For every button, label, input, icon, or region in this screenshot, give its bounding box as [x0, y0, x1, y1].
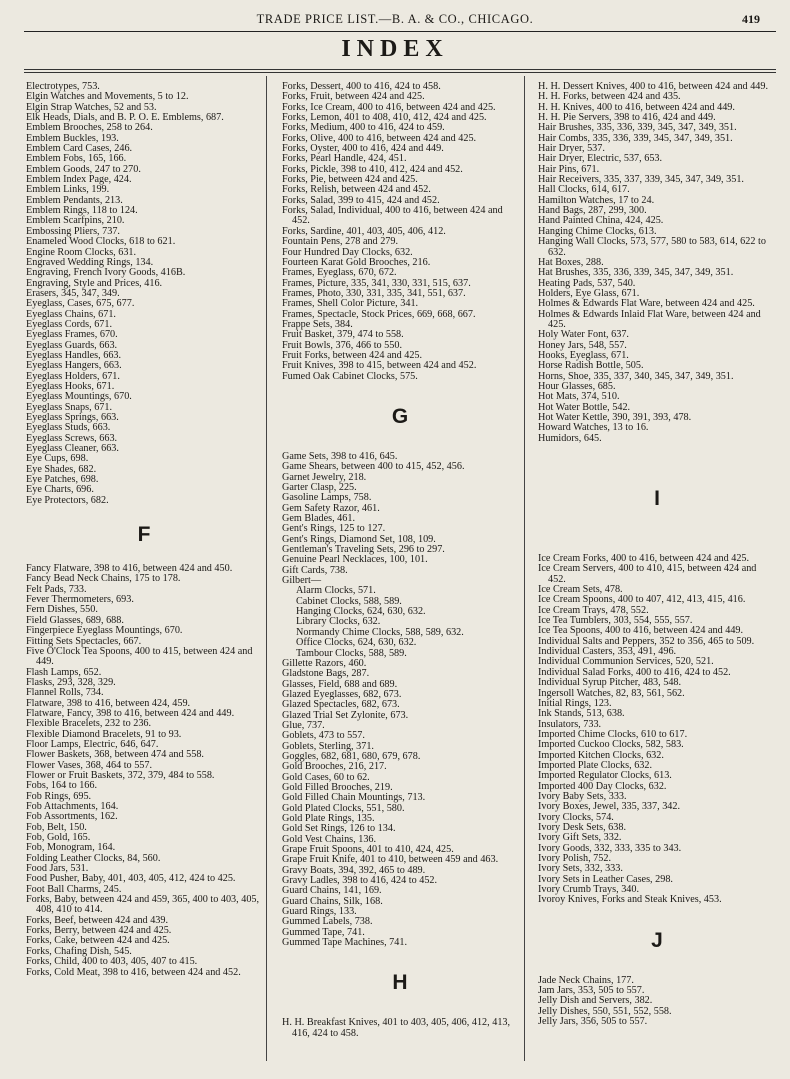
- index-entry: Gentleman's Traveling Sets, 296 to 297.: [282, 544, 445, 556]
- section-letter: J: [651, 928, 663, 952]
- section-letter: G: [391, 404, 409, 428]
- index-entry: Horse Radish Bottle, 505.: [538, 360, 644, 372]
- index-entry: Field Glasses, 689, 688.: [26, 614, 124, 626]
- index-entry: Hot Water Kettle, 390, 391, 393, 478.: [538, 412, 692, 423]
- running-head: [0, 12, 790, 28]
- index-entry: Garter Clasp, 225.: [282, 482, 357, 493]
- index-entry: Forks, Lemon, 401 to 408, 410, 412, 424 and 425.: [282, 112, 487, 124]
- index-entry: Imported 400 Day Clocks, 632.: [538, 780, 667, 792]
- index-entry: Gasoline Lamps, 758.: [282, 492, 372, 504]
- index-entry: Forks, Sardine, 401, 403, 405, 406, 412.: [282, 225, 446, 237]
- index-entry: Heating Pads, 537, 540.: [538, 277, 636, 289]
- index-entry: Eyeglass Cleaner, 663.: [26, 443, 119, 455]
- index-entry: Game Sets, 398 to 416, 645.: [282, 450, 398, 462]
- index-entry: Fourteen Karat Gold Brooches, 216.: [282, 256, 431, 268]
- index-entry: Eye Cups, 698.: [26, 453, 89, 465]
- index-entry: Imported Cuckoo Clocks, 582, 583.: [538, 739, 684, 751]
- index-column-2: [282, 82, 518, 1039]
- index-entry: Holders, Eye Glass, 671.: [538, 287, 640, 299]
- index-entry: Frappe Sets, 384.: [282, 318, 353, 330]
- index-entry: Ivory Clocks, 574.: [538, 811, 614, 823]
- index-entry: Hanging Chime Clocks, 613.: [538, 225, 657, 237]
- running-title: TRADE PRICE LIST.—B. A. & CO., CHICAGO.: [256, 12, 534, 26]
- index-entry: Gem Safety Razor, 461.: [282, 502, 380, 514]
- index-entry: Emblem Fobs, 165, 166.: [26, 153, 127, 165]
- index-entry: Eyeglass Guards, 663.: [26, 339, 118, 351]
- index-entry: Howard Watches, 13 to 16.: [538, 422, 649, 434]
- index-entry: Flexible Diamond Bracelets, 91 to 93.: [26, 728, 182, 740]
- index-entry: Fob Attachments, 164.: [26, 801, 119, 812]
- index-entry: Forks, Chafing Dish, 545.: [26, 945, 132, 957]
- index-entry: Forks, Pie, between 424 and 425.: [282, 174, 418, 186]
- index-entry: Ice Cream Servers, 400 to 410, 415, between 424 and 452.: [538, 563, 757, 585]
- index-entry: Emblem Scarfpins, 210.: [26, 215, 125, 227]
- index-entry: Fever Thermometers, 693.: [26, 594, 134, 606]
- index-entry: Gold Filled Chain Mountings, 713.: [282, 792, 426, 804]
- index-entry: Holmes & Edwards Inlaid Flat Ware, between 424 and 425.: [538, 308, 761, 330]
- index-entry: Fob, Belt, 150.: [26, 821, 87, 833]
- index-entry: Ice Cream Spoons, 400 to 407, 412, 413, 415, 416.: [538, 594, 746, 606]
- index-entry: Flower Baskets, 368, between 474 and 558.: [26, 749, 204, 761]
- index-entry: Elgin Watches and Movements, 5 to 12.: [26, 91, 189, 103]
- index-entry: Initial Rings, 123.: [538, 697, 612, 709]
- index-entry: Erasers, 345, 347, 349.: [26, 287, 120, 299]
- index-entry: Emblem Index Page, 424.: [26, 174, 132, 186]
- page-title: INDEX: [341, 36, 449, 62]
- index-entry: Insulators, 733.: [538, 718, 602, 730]
- index-entry: Ice Cream Sets, 478.: [538, 584, 623, 596]
- index-entry: Forks, Relish, between 424 and 452.: [282, 184, 431, 196]
- index-entry: Gold Filled Brooches, 219.: [282, 781, 393, 793]
- index-entry: Engine Room Clocks, 631.: [26, 246, 137, 258]
- section-letter: F: [137, 523, 151, 547]
- index-entry: Eye Protectors, 682.: [26, 494, 109, 506]
- index-entry: Five O'Clock Tea Spoons, 400 to 415, between 424 and 449.: [26, 645, 253, 668]
- index-entry: Genuine Pearl Necklaces, 100, 101.: [282, 554, 428, 566]
- index-entry: Individual Salts and Peppers, 352 to 356, 465 to 509.: [538, 635, 755, 647]
- index-entry: Gummed Tape Machines, 741.: [282, 937, 407, 949]
- index-entry: Forks, Pearl Handle, 424, 451.: [282, 153, 407, 165]
- index-entry: Fob, Monogram, 164.: [26, 842, 116, 854]
- index-entry: Flatware, Fancy, 398 to 416, between 424 and 449.: [26, 707, 235, 719]
- index-entry: Fruit Forks, between 424 and 425.: [282, 349, 423, 361]
- index-entry: Forks, Cold Meat, 398 to 416, between 424 and 452.: [26, 966, 241, 978]
- index-entry: Imported Kitchen Clocks, 632.: [538, 749, 664, 761]
- index-entry: Frames, Picture, 335, 341, 330, 331, 515, 637.: [282, 277, 471, 289]
- index-entry: Flower Vases, 368, 464 to 557.: [26, 759, 153, 771]
- index-entry: Hat Boxes, 288.: [538, 256, 604, 268]
- index-entry: Gold Vest Chains, 136.: [282, 833, 377, 845]
- index-entry: Jade Neck Chains, 177.: [538, 974, 634, 986]
- index-entry: Fob, Gold, 165.: [26, 832, 91, 844]
- index-entry: Gift Cards, 738.: [282, 564, 348, 576]
- index-entry: Hand Painted China, 424, 425.: [538, 215, 664, 227]
- index-entry: Eyeglass Springs, 663.: [26, 412, 119, 423]
- index-entry: Embossing Pliers, 737.: [26, 225, 120, 237]
- index-subentry: Tambour Clocks, 588, 589.: [296, 647, 407, 659]
- index-entry: Elk Heads, Dials, and B. P. O. E. Emblems, 687.: [26, 112, 224, 124]
- index-entry: Fancy Bead Neck Chains, 175 to 178.: [26, 573, 181, 585]
- index-entry: H. H. Breakfast Knives, 401 to 403, 405, 406, 412, 413, 416, 424 to 458.: [282, 1017, 511, 1039]
- index-entry: Hamilton Watches, 17 to 24.: [538, 194, 655, 206]
- index-entry: Gillette Razors, 460.: [282, 657, 367, 669]
- index-entry: Imported Plate Clocks, 632.: [538, 759, 653, 771]
- index-entry: Four Hundred Day Clocks, 632.: [282, 246, 413, 258]
- index-entry: Ivory Sets in Leather Cases, 298.: [538, 873, 673, 885]
- index-entry: Individual Casters, 353, 491, 496.: [538, 646, 677, 658]
- index-entry: Horns, Shoe, 335, 337, 340, 345, 347, 349, 351.: [538, 370, 734, 382]
- index-entry: Fingerpiece Eyeglass Mountings, 670.: [26, 625, 183, 637]
- index-entry: Fruit Knives, 398 to 415, between 424 and 452.: [282, 360, 477, 372]
- index-entry: Eye Charts, 696.: [26, 484, 94, 496]
- index-entry: Gent's Rings, 125 to 127.: [282, 523, 386, 535]
- index-entry: Flash Lamps, 652.: [26, 666, 102, 678]
- index-entry: Food Pusher, Baby, 401, 403, 405, 412, 424 to 425.: [26, 873, 236, 885]
- index-entry: Forks, Fruit, between 424 and 425.: [282, 91, 425, 103]
- index-entry: Hair Combs, 335, 336, 339, 345, 347, 349, 351.: [538, 132, 733, 144]
- index-entry: Frames, Shell Color Picture, 341.: [282, 298, 419, 310]
- index-entry: Guard Rings, 133.: [282, 906, 357, 918]
- index-entry: Ivoroy Knives, Forks and Steak Knives, 453.: [538, 894, 722, 906]
- index-entry: Emblem Brooches, 258 to 264.: [26, 122, 153, 134]
- index-entry: Hall Clocks, 614, 617.: [538, 184, 630, 196]
- index-entry: Eyeglass Cords, 671.: [26, 318, 113, 330]
- index-entry: Ivory Polish, 752.: [538, 853, 612, 864]
- index-entry: Ingersoll Watches, 82, 83, 561, 562.: [538, 687, 685, 699]
- index-column-1: [26, 82, 262, 978]
- index-entry: Food Jars, 531.: [26, 863, 89, 875]
- index-subentry: Normandy Chime Clocks, 588, 589, 632.: [296, 626, 464, 638]
- index-entry: Forks, Medium, 400 to 416, 424 to 459.: [282, 122, 445, 134]
- index-entry: Ice Cream Trays, 478, 552.: [538, 604, 649, 616]
- index-entry: Fruit Bowls, 376, 466 to 550.: [282, 339, 402, 351]
- index-entry: Emblem Rings, 118 to 124.: [26, 205, 138, 217]
- title-rule-upper: [24, 69, 776, 70]
- index-entry: Gold Set Rings, 126 to 134.: [282, 823, 396, 835]
- index-entry: Gem Blades, 461.: [282, 513, 355, 525]
- index-entry: Forks, Ice Cream, 400 to 416, between 424 and 425.: [282, 101, 496, 113]
- index-entry: Glasses, Field, 688 and 689.: [282, 678, 398, 690]
- index-column-3: [538, 82, 776, 1027]
- index-entry: Glue, 737.: [282, 719, 325, 731]
- index-entry: Eyeglass, Cases, 675, 677.: [26, 298, 135, 310]
- index-entry: Eyeglass Holders, 671.: [26, 370, 120, 382]
- index-entry: Frames, Eyeglass, 670, 672.: [282, 267, 397, 279]
- index-entry: Forks, Salad, Individual, 400 to 416, between 424 and 452.: [282, 205, 503, 227]
- index-entry: Flower or Fruit Baskets, 372, 379, 484 to 558.: [26, 769, 215, 781]
- index-entry: Ivory Goods, 332, 333, 335 to 343.: [538, 842, 682, 854]
- index-entry: Emblem Buckles, 193.: [26, 132, 119, 144]
- index-entry: Hour Glasses, 685.: [538, 380, 616, 392]
- section-letter: I: [654, 487, 660, 511]
- index-entry: Hot Mats, 374, 510.: [538, 391, 620, 403]
- index-entry: Flatware, 398 to 416, between 424, 459.: [26, 697, 191, 709]
- index-entry: Forks, Baby, between 424 and 459, 365, 400 to 403, 405, 408, 410 to 414.: [26, 894, 260, 916]
- index-entry: Gummed Tape, 741.: [282, 926, 365, 938]
- index-entry: Enameled Wood Clocks, 618 to 621.: [26, 236, 176, 248]
- index-entry: Fitting Sets Spectacles, 667.: [26, 635, 142, 647]
- index-entry: Ivory Sets, 332, 333.: [538, 863, 623, 875]
- index-entry: Ice Cream Forks, 400 to 416, between 424 and 425.: [538, 553, 750, 565]
- index-entry: Forks, Oyster, 400 to 416, 424 and 449.: [282, 143, 444, 155]
- index-entry: Gummed Labels, 738.: [282, 916, 373, 928]
- index-entry: Eyeglass Frames, 670.: [26, 329, 118, 341]
- index-entry: Gold Brooches, 216, 217.: [282, 761, 387, 773]
- index-entry: Hair Brushes, 335, 336, 339, 345, 347, 349, 351.: [538, 122, 737, 134]
- index-entry: Fern Dishes, 550.: [26, 604, 98, 616]
- index-subentry: Library Clocks, 632.: [296, 616, 381, 628]
- index-entry: Glazed Trial Set Zylonite, 673.: [282, 709, 409, 721]
- index-entry: Eyeglass Chains, 671.: [26, 308, 116, 320]
- index-entry: Electrotypes, 753.: [26, 81, 100, 92]
- index-entry: Forks, Dessert, 400 to 416, 424 to 458.: [282, 81, 441, 92]
- index-entry: Holy Water Font, 637.: [538, 329, 629, 341]
- column-divider-left: [266, 76, 267, 1061]
- index-entry: Hair Dryer, 537.: [538, 143, 605, 155]
- index-entry: Glazed Eyeglasses, 682, 673.: [282, 688, 402, 700]
- index-entry: Eyeglass Hooks, 671.: [26, 380, 115, 392]
- index-entry: Ivory Baby Sets, 333.: [538, 790, 627, 802]
- index-entry: Hand Bags, 287, 299, 300.: [538, 205, 647, 217]
- index-entry: Fob Rings, 695.: [26, 790, 92, 802]
- title-rule-lower: [24, 72, 776, 73]
- index-entry: Fountain Pens, 278 and 279.: [282, 236, 399, 248]
- index-entry: Game Shears, between 400 to 415, 452, 456.: [282, 461, 465, 473]
- index-entry: H. H. Dessert Knives, 400 to 416, between 424 and 449.: [538, 81, 769, 92]
- index-entry: Fob Assortments, 162.: [26, 811, 118, 823]
- index-entry: Eyeglass Mountings, 670.: [26, 391, 132, 403]
- index-entry: Engraving, French Ivory Goods, 416B.: [26, 267, 186, 279]
- index-entry: Eyeglass Snaps, 671.: [26, 401, 113, 413]
- index-entry: Jam Jars, 353, 505 to 557.: [538, 985, 645, 997]
- index-entry: Felt Pads, 733.: [26, 583, 87, 595]
- index-entry: Elgin Strap Watches, 52 and 53.: [26, 101, 157, 113]
- index-entry: Guard Chains, Silk, 168.: [282, 895, 383, 907]
- index-entry: Forks, Child, 400 to 403, 405, 407 to 415.: [26, 956, 198, 968]
- index-entry: Ice Tea Tumblers, 303, 554, 555, 557.: [538, 615, 693, 627]
- index-entry: Fumed Oak Cabinet Clocks, 575.: [282, 370, 418, 382]
- header-rule: [24, 31, 776, 32]
- index-entry: Goggles, 682, 681, 680, 679, 678.: [282, 750, 421, 762]
- index-entry: Flannel Rolls, 734.: [26, 687, 104, 699]
- index-entry: H. H. Knives, 400 to 416, between 424 and 449.: [538, 101, 735, 113]
- index-entry: Emblem Card Cases, 246.: [26, 143, 133, 155]
- index-entry: Honey Jars, 548, 557.: [538, 339, 627, 351]
- index-subentry: Hanging Clocks, 624, 630, 632.: [296, 606, 426, 618]
- index-entry: Garnet Jewelry, 218.: [282, 471, 367, 483]
- index-entry: Imported Chime Clocks, 610 to 617.: [538, 728, 688, 740]
- index-entry: Flexible Bracelets, 232 to 236.: [26, 718, 152, 730]
- index-entry: Guard Chains, 141, 169.: [282, 885, 382, 897]
- index-subentry: Office Clocks, 624, 630, 632.: [296, 637, 417, 649]
- page-number: 419: [742, 12, 760, 26]
- index-entry: Hot Water Bottle, 542.: [538, 401, 631, 413]
- index-entry: Ink Stands, 513, 638.: [538, 708, 625, 720]
- index-entry: Holmes & Edwards Flat Ware, between 424 and 425.: [538, 298, 755, 310]
- index-entry: Foot Ball Charms, 245.: [26, 883, 122, 895]
- index-entry: Jelly Dish and Servers, 382.: [538, 995, 653, 1007]
- index-entry: Frames, Photo, 330, 331, 335, 341, 551, 637.: [282, 287, 466, 299]
- index-entry: Forks, Salad, 399 to 415, 424 and 452.: [282, 194, 440, 206]
- index-entry: Glazed Spectacles, 682, 673.: [282, 699, 400, 711]
- index-entry: Gent's Rings, Diamond Set, 108, 109.: [282, 533, 436, 545]
- index-entry: Emblem Goods, 247 to 270.: [26, 163, 141, 175]
- index-entry: Ivory Crumb Trays, 340.: [538, 884, 640, 896]
- index-entry: Ivory Desk Sets, 638.: [538, 821, 627, 833]
- index-entry: Forks, Beef, between 424 and 439.: [26, 914, 169, 926]
- index-entry: Grape Fruit Knife, 401 to 410, between 459 and 463.: [282, 854, 499, 866]
- index-entry: H. H. Forks, between 424 and 435.: [538, 91, 681, 103]
- index-entry: Frames, Spectacle, Stock Prices, 669, 668, 667.: [282, 308, 476, 320]
- index-entry: Jelly Dishes, 550, 551, 552, 558.: [538, 1005, 672, 1017]
- index-entry: Gilbert—: [282, 575, 322, 587]
- index-entry: Gold Plate Rings, 135.: [282, 813, 375, 824]
- index-entry: Grape Fruit Spoons, 401 to 410, 424, 425.: [282, 844, 454, 856]
- index-entry: Goblets, 473 to 557.: [282, 730, 365, 742]
- index-entry: Gladstone Bags, 287.: [282, 668, 370, 680]
- index-entry: Eyeglass Handles, 663.: [26, 349, 122, 361]
- index-entry: Ivory Boxes, Jewel, 335, 337, 342.: [538, 801, 681, 813]
- index-entry: Flasks, 293, 328, 329.: [26, 676, 116, 688]
- index-entry: Forks, Berry, between 424 and 425.: [26, 925, 172, 937]
- index-entry: Individual Communion Services, 520, 521.: [538, 656, 714, 668]
- index-entry: Engraving, Style and Prices, 416.: [26, 277, 163, 289]
- index-entry: Ivory Gift Sets, 332.: [538, 832, 622, 844]
- index-entry: Imported Regulator Clocks, 613.: [538, 770, 672, 782]
- index-entry: Eye Patches, 698.: [26, 474, 99, 486]
- index-entry: Hair Receivers, 335, 337, 339, 345, 347, 349, 351.: [538, 174, 744, 186]
- index-entry: Hair Dryer, Electric, 537, 653.: [538, 153, 663, 165]
- index-entry: Individual Syrup Pitcher, 483, 548.: [538, 677, 682, 689]
- index-entry: Forks, Cake, between 424 and 425.: [26, 935, 170, 947]
- index-entry: Hair Pins, 671.: [538, 163, 600, 175]
- index-entry: Hanging Wall Clocks, 573, 577, 580 to 583, 614, 622 to 632.: [538, 236, 766, 258]
- index-entry: Folding Leather Clocks, 84, 560.: [26, 852, 161, 864]
- index-entry: Eyeglass Studs, 663.: [26, 422, 111, 434]
- index-entry: Eyeglass Screws, 663.: [26, 432, 118, 444]
- index-entry: Jelly Jars, 356, 505 to 557.: [538, 1016, 648, 1028]
- index-entry: Forks, Olive, 400 to 416, between 424 and 425.: [282, 132, 477, 144]
- index-entry: Gravy Boats, 394, 392, 465 to 489.: [282, 864, 426, 876]
- index-entry: Eyeglass Hangers, 663.: [26, 360, 122, 372]
- index-entry: Floor Lamps, Electric, 646, 647.: [26, 738, 159, 750]
- index-entry: Gold Cases, 60 to 62.: [282, 771, 370, 783]
- index-entry: Hat Brushes, 335, 336, 339, 345, 347, 349, 351.: [538, 267, 734, 279]
- index-entry: Emblem Pendants, 213.: [26, 194, 123, 206]
- index-entry: Fobs, 164 to 166.: [26, 780, 98, 792]
- index-entry: Humidors, 645.: [538, 432, 602, 444]
- index-subentry: Alarm Clocks, 571.: [296, 585, 376, 597]
- index-entry: Emblem Links, 199.: [26, 184, 110, 196]
- index-entry: Hooks, Eyeglass, 671.: [538, 349, 629, 361]
- index-entry: Ice Tea Spoons, 400 to 416, between 424 and 449.: [538, 625, 744, 637]
- section-letter: H: [392, 971, 408, 995]
- index-entry: Goblets, Sterling, 371.: [282, 740, 374, 752]
- index-subentry: Cabinet Clocks, 588, 589.: [296, 595, 402, 607]
- index-entry: Engraved Wedding Rings, 134.: [26, 256, 154, 268]
- index-entry: Individual Salad Forks, 400 to 416, 424 to 452.: [538, 666, 731, 678]
- column-divider-right: [524, 76, 525, 1061]
- index-entry: Forks, Pickle, 398 to 410, 412, 424 and 452.: [282, 163, 463, 175]
- index-entry: Fruit Basket, 379, 474 to 558.: [282, 329, 404, 341]
- index-entry: Gold Plated Clocks, 551, 580.: [282, 802, 405, 814]
- index-entry: Fancy Flatware, 398 to 416, between 424 and 450.: [26, 563, 233, 575]
- index-entry: H. H. Pie Servers, 398 to 416, 424 and 449.: [538, 112, 716, 124]
- index-entry: Gravy Ladles, 398 to 416, 424 to 452.: [282, 875, 438, 887]
- index-entry: Eye Shades, 682.: [26, 463, 97, 475]
